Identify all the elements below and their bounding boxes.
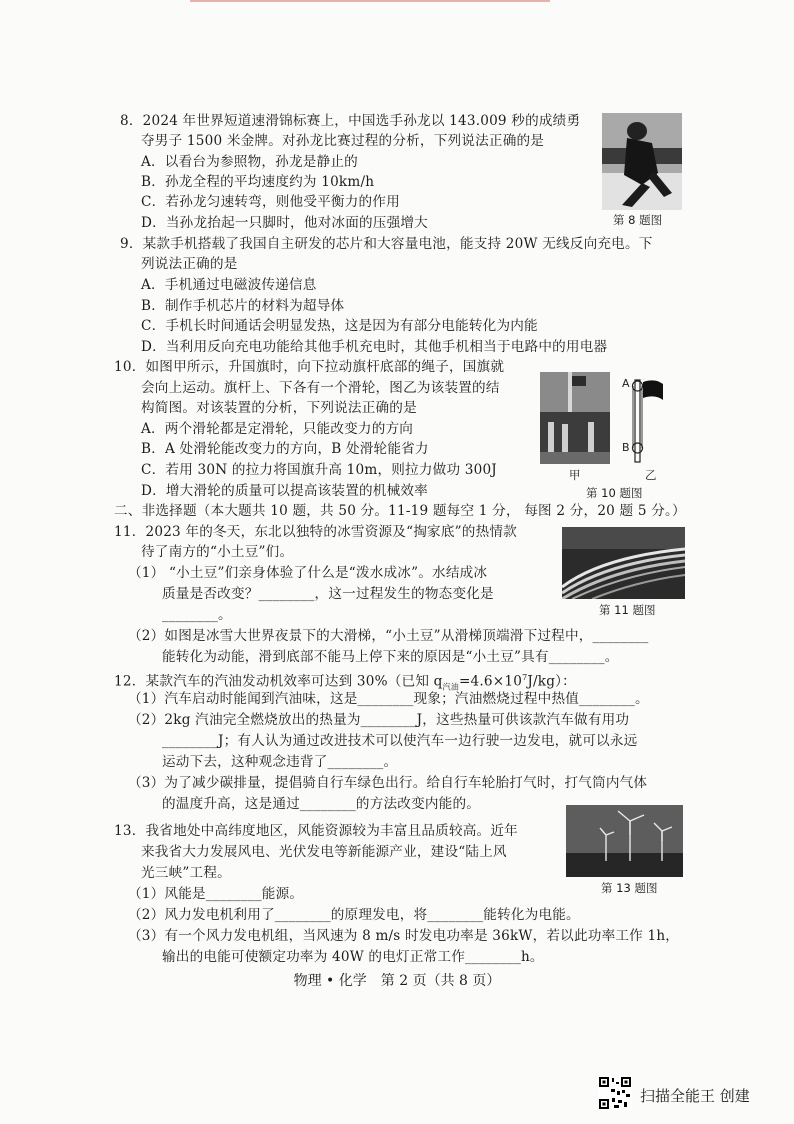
q9-option-b: B．制作手机芯片的材料为超导体: [141, 298, 345, 314]
q12-part3-line1: （3）为了减少碳排量，提倡骑自行车绿色出行。给自行车轮胎打气时，打气筒内气体: [128, 775, 648, 791]
q10-label-jia: 甲: [569, 468, 581, 482]
q9-option-a: A．手机通过电磁波传递信息: [141, 277, 317, 293]
section2-heading: 二、非选择题（本大题共 10 题，共 50 分。11-19 题每空 1 分， 每图 2 分，20 题 5 分。）: [114, 503, 686, 519]
q13-stem-line1: 13．我省地处中高纬度地区，风能资源较为丰富且品质较高。近年: [114, 823, 518, 839]
q10-figure-caption: 第 10 题图: [586, 486, 643, 500]
q11-stem-line1: 11．2023 年的冬天，东北以独特的冰雪资源及“掏家底”的热情款: [114, 524, 517, 540]
q10-option-b: B．A 处滑轮能改变力的方向，B 处滑轮能省力: [141, 441, 429, 457]
q8-option-b: B．孙龙全程的平均速度约为 10km/h: [141, 174, 375, 190]
scanner-watermark: 扫描全能王 创建: [640, 1087, 750, 1105]
q12-part3-line2: 的温度升高，这是通过________的方法改变内能的。: [162, 796, 481, 812]
q13-part1: （1）风能是________能源。: [128, 886, 304, 902]
q10-option-d: D．增大滑轮的质量可以提高该装置的机械效率: [141, 483, 428, 499]
q10-label-b: B: [622, 441, 630, 454]
q13-part3-line2: 输出的电能可使额定功率为 40W 的电灯正常工作________h。: [162, 949, 544, 965]
q11-part1-line1: （1） “小土豆”们亲身体验了什么是“泼水成冰”。水结成冰: [128, 565, 488, 581]
q9-stem-line1: 9．某款手机搭载了我国自主研发的芯片和大容量电池，能支持 20W 无线反向充电。下: [120, 236, 653, 252]
q11-part2-line1: （2）如图是冰雪大世界夜景下的大滑梯，“小土豆”从滑梯顶端滑下过程中，________: [128, 628, 649, 644]
q12-superscript: 7: [522, 673, 528, 682]
q13-part2: （2）风力发电机利用了________的原理发电，将________能转化为电能。: [128, 907, 580, 923]
q8-figure-caption: 第 8 题图: [613, 213, 663, 227]
q12-part1: （1）汽车启动时能闻到汽油味，这是________现象；汽油燃烧过程中热值________。: [128, 691, 649, 707]
q9-option-d: D．当利用反向充电功能给其他手机充电时，其他手机相当于电路中的用电器: [141, 339, 608, 355]
q12-part2-line2: ________J；有人认为通过改进技术可以使汽车一边行驶一边发电，就可以永远: [162, 733, 638, 749]
q11-part2-line2: 能转化为动能，滑到底部不能马上停下来的原因是“小土豆”具有________。: [162, 649, 619, 665]
q13-stem-line2: 来我省大力发展风电、光伏发电等新能源产业，建设“陆上风: [141, 844, 507, 860]
q11-stem-line2: 待了南方的“小土豆”们。: [141, 544, 294, 560]
q8-option-d: D．当孙龙抬起一只脚时，他对冰面的压强增大: [141, 215, 428, 231]
q11-part1-line3: ________。: [162, 607, 232, 623]
q11-figure-caption: 第 11 题图: [599, 603, 656, 617]
q11-part1-line2: 质量是否改变？________，这一过程发生的物态变化是: [162, 586, 494, 602]
q12-subscript: 汽油: [442, 682, 459, 692]
q8-skater-photo: [602, 113, 682, 210]
q10-stem-line2: 会向上运动。旗杆上、下各有一个滑轮，图乙为该装置的结: [141, 380, 500, 396]
page-footer: 物理 • 化学 第 2 页（共 8 页）: [293, 973, 501, 989]
q10-label-yi: 乙: [645, 468, 657, 482]
q10-stem-line1: 10．如图甲所示，升国旗时，向下拉动旗杆底部的绳子，国旗就: [114, 359, 505, 375]
qr-code-icon: [598, 1076, 632, 1110]
q12-stem-part2: =4.6×10: [458, 673, 523, 690]
q10-flag-photo: [540, 372, 610, 464]
q13-part3-line1: （3）有一个风力发电机组，当风速为 8 m/s 时发电功率是 36kW，若以此功率工作 1h，: [128, 928, 680, 944]
q10-label-a: A: [622, 377, 630, 390]
q9-stem-line2: 列说法正确的是: [141, 256, 238, 272]
q8-stem-line1: 8．2024 年世界短道速滑锦标赛上，中国选手孙龙以 143.009 秒的成绩勇: [120, 113, 581, 129]
q8-stem-line2: 夺男子 1500 米金牌。对孙龙比赛过程的分析，下列说法正确的是: [141, 133, 545, 149]
q9-option-c: C．手机长时间通话会明显发热，这是因为有部分电能转化为内能: [141, 318, 538, 334]
q13-stem-line3: 光三峡”工程。: [141, 865, 231, 881]
q8-option-c: C．若孙龙匀速转弯，则他受平衡力的作用: [141, 194, 400, 210]
q10-option-c: C．若用 30N 的拉力将国旗升高 10m，则拉力做功 300J: [141, 462, 497, 478]
q11-slide-photo: [562, 527, 685, 599]
q13-wind-turbine-photo: [566, 805, 683, 877]
q12-stem-part1: 12．某款汽车的汽油发动机效率可达到 30%（已知 q: [114, 673, 443, 690]
q12-part2-line1: （2）2kg 汽油完全燃烧放出的热量为________J，这些热量可供该款汽车做有用功: [128, 712, 630, 728]
q8-option-a: A．以看台为参照物，孙龙是静止的: [141, 154, 358, 170]
q10-stem-line3: 构简图。对该装置的分析，下列说法正确的是: [141, 400, 417, 416]
top-edge-line: [190, 0, 550, 2]
q13-figure-caption: 第 13 题图: [601, 881, 658, 895]
q10-option-a: A．两个滑轮都是定滑轮，只能改变力的方向: [141, 421, 414, 437]
q12-part2-line3: 运动下去，这种观念违背了________。: [162, 754, 398, 770]
q12-stem-part3: J/kg）：: [527, 673, 576, 690]
